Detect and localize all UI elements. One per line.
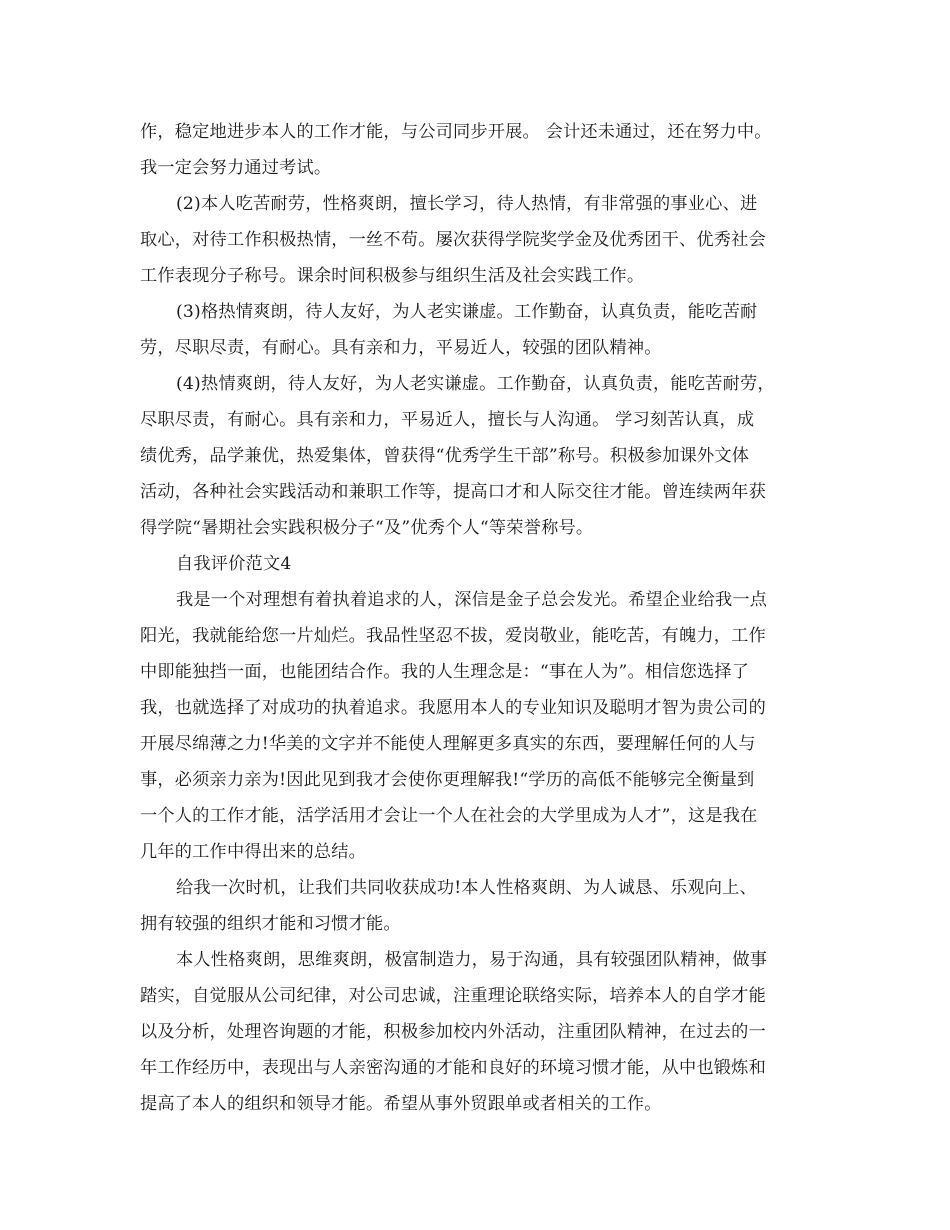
text-line: 我是一个对理想有着执着追求的人，深信是金子总会发光。希望企业给我一点 <box>176 590 768 610</box>
text-line: 以及分析，处理咨询题的才能，积极参加校内外活动，注重团队精神，在过去的一 <box>140 1022 766 1042</box>
text-line: 几年的工作中得出来的总结。 <box>140 842 367 862</box>
text-line: (4)热情爽朗，待人友好，为人老实谦虚。工作勤奋，认真负责，能吃苦耐劳， <box>176 374 775 394</box>
text-line: 年工作经历中，表现出与人亲密沟通的才能和良好的环境习惯才能，从中也锻炼和 <box>140 1058 766 1078</box>
text-line: 我，也就选择了对成功的执着追求。我愿用本人的专业知识及聪明才智为贵公司的 <box>140 698 766 718</box>
text-line: 开展尽绵薄之力!华美的文字并不能使人理解更多真实的东西，要理解任何的人与 <box>140 734 756 754</box>
text-line: 工作表现分子称号。课余时间积极参与组织生活及社会实践工作。 <box>140 266 645 286</box>
text-line: 踏实，自觉服从公司纪律，对公司忠诚，注重理论联络实际，培养本人的自学才能 <box>140 986 766 1006</box>
text-line: 事，必须亲力亲为!因此见到我才会使你更理解我!“学历的高低不能够完全衡量到 <box>140 770 755 790</box>
text-line: 阳光，我就能给您一片灿烂。我品性坚忍不拔，爱岗敬业，能吃苦，有魄力，工作 <box>140 626 766 646</box>
text-line: 本人性格爽朗，思维爽朗，极富制造力，易于沟通，具有较强团队精神，做事 <box>176 950 768 970</box>
text-line: 取心，对待工作积极热情，一丝不苟。屡次获得学院奖学金及优秀团干、优秀社会 <box>140 230 766 250</box>
document-body <box>140 114 822 1122</box>
text-line: 给我一次时机，让我们共同收获成功!本人性格爽朗、为人诚恳、乐观向上、 <box>176 878 757 898</box>
text-line: (2)本人吃苦耐劳，性格爽朗，擅长学习，待人热情，有非常强的事业心、进 <box>176 194 758 214</box>
text-line: 作，稳定地进步本人的工作才能，与公司同步开展。 会计还未通过，还在努力中。 <box>140 122 772 142</box>
text-line: 劳，尽职尽责，有耐心。具有亲和力，平易近人，较强的团队精神。 <box>140 338 662 358</box>
text-line: 尽职尽责，有耐心。具有亲和力，平易近人，擅长与人沟通。 学习刻苦认真，成 <box>140 410 755 430</box>
text-line: 得学院“暑期社会实践积极分子“及”优秀个人“等荣誉称号。 <box>140 518 594 538</box>
text-line: 绩优秀，品学兼优，热爱集体，曾获得“优秀学生干部”称号。积极参加课外文体 <box>140 446 750 466</box>
text-line: 提高了本人的组织和领导才能。希望从事外贸跟单或者相关的工作。 <box>140 1094 662 1114</box>
text-line: 活动，各种社会实践活动和兼职工作等，提高口才和人际交往才能。曾连续两年获 <box>140 482 766 502</box>
text-line: 我一定会努力通过考试。 <box>140 158 332 178</box>
text-line: 中即能独挡一面，也能团结合作。我的人生理念是：“事在人为”。相信您选择了 <box>140 662 750 682</box>
text-line: 自我评价范文4 <box>176 554 292 574</box>
text-line: (3)格热情爽朗，待人友好，为人老实谦虚。工作勤奋，认真负责，能吃苦耐 <box>176 302 758 322</box>
text-line: 一个人的工作才能，活学活用才会让一个人在社会的大学里成为人才”，这是我在 <box>140 806 758 826</box>
text-line: 拥有较强的组织才能和习惯才能。 <box>140 914 401 934</box>
